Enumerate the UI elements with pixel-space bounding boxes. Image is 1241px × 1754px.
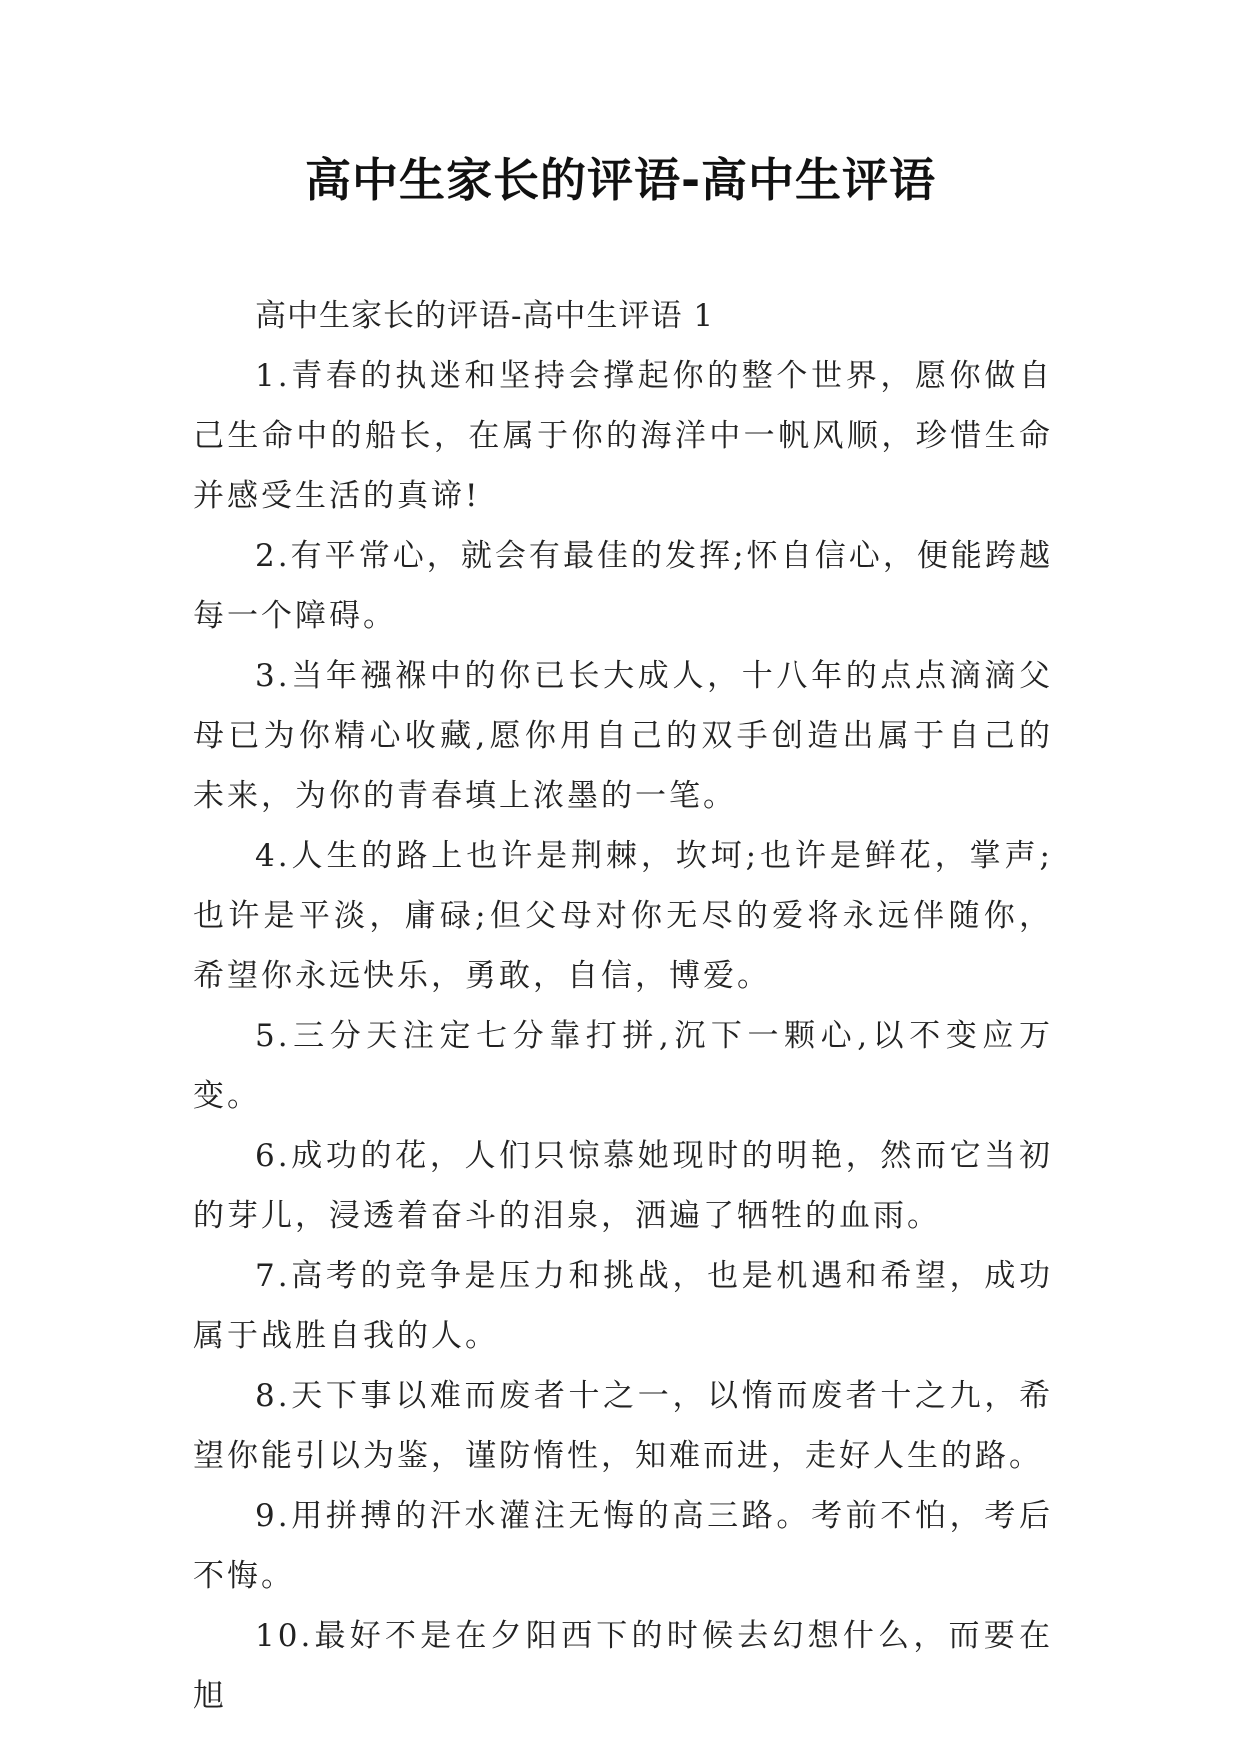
comment-paragraph-10: 10.最好不是在夕阳西下的时候去幻想什么，而要在旭	[193, 1618, 1053, 1714]
comment-paragraph-2: 2.有平常心，就会有最佳的发挥;怀自信心，便能跨越每一个障碍。	[193, 538, 1053, 634]
comment-paragraph-1: 1.青春的执迷和坚持会撑起你的整个世界，愿你做自己生命中的船长，在属于你的海洋中一帆风顺，珍惜生命并感受生活的真谛!	[193, 358, 1053, 514]
comment-paragraph-4: 4.人生的路上也许是荆棘，坎坷;也许是鲜花，掌声;也许是平淡，庸碌;但父母对你无尽的爱将永远伴随你，希望你永远快乐，勇敢，自信，博爱。	[193, 838, 1053, 994]
comment-paragraph-6: 6.成功的花，人们只惊慕她现时的明艳，然而它当初的芽儿，浸透着奋斗的泪泉，洒遍了牺牲的血雨。	[193, 1138, 1053, 1234]
comment-paragraph-9: 9.用拼搏的汗水灌注无悔的高三路。考前不怕，考后不悔。	[193, 1498, 1053, 1594]
comment-paragraph-7: 7.高考的竞争是压力和挑战，也是机遇和希望，成功属于战胜自我的人。	[193, 1258, 1053, 1354]
comment-paragraph-8: 8.天下事以难而废者十之一，以惰而废者十之九，希望你能引以为鉴，谨防惰性，知难而进，走好人生的路。	[193, 1378, 1053, 1474]
section-heading: 高中生家长的评语-高中生评语 1	[255, 298, 715, 334]
document-body	[193, 286, 1053, 1726]
comment-paragraph-5: 5.三分天注定七分靠打拼,沉下一颗心,以不变应万变。	[193, 1018, 1053, 1114]
comment-paragraph-3: 3.当年襁褓中的你已长大成人，十八年的点点滴滴父母已为你精心收藏,愿你用自己的双手创造出属于自己的未来，为你的青春填上浓墨的一笔。	[193, 658, 1053, 814]
document-title: 高中生家长的评语-高中生评语	[304, 153, 937, 207]
